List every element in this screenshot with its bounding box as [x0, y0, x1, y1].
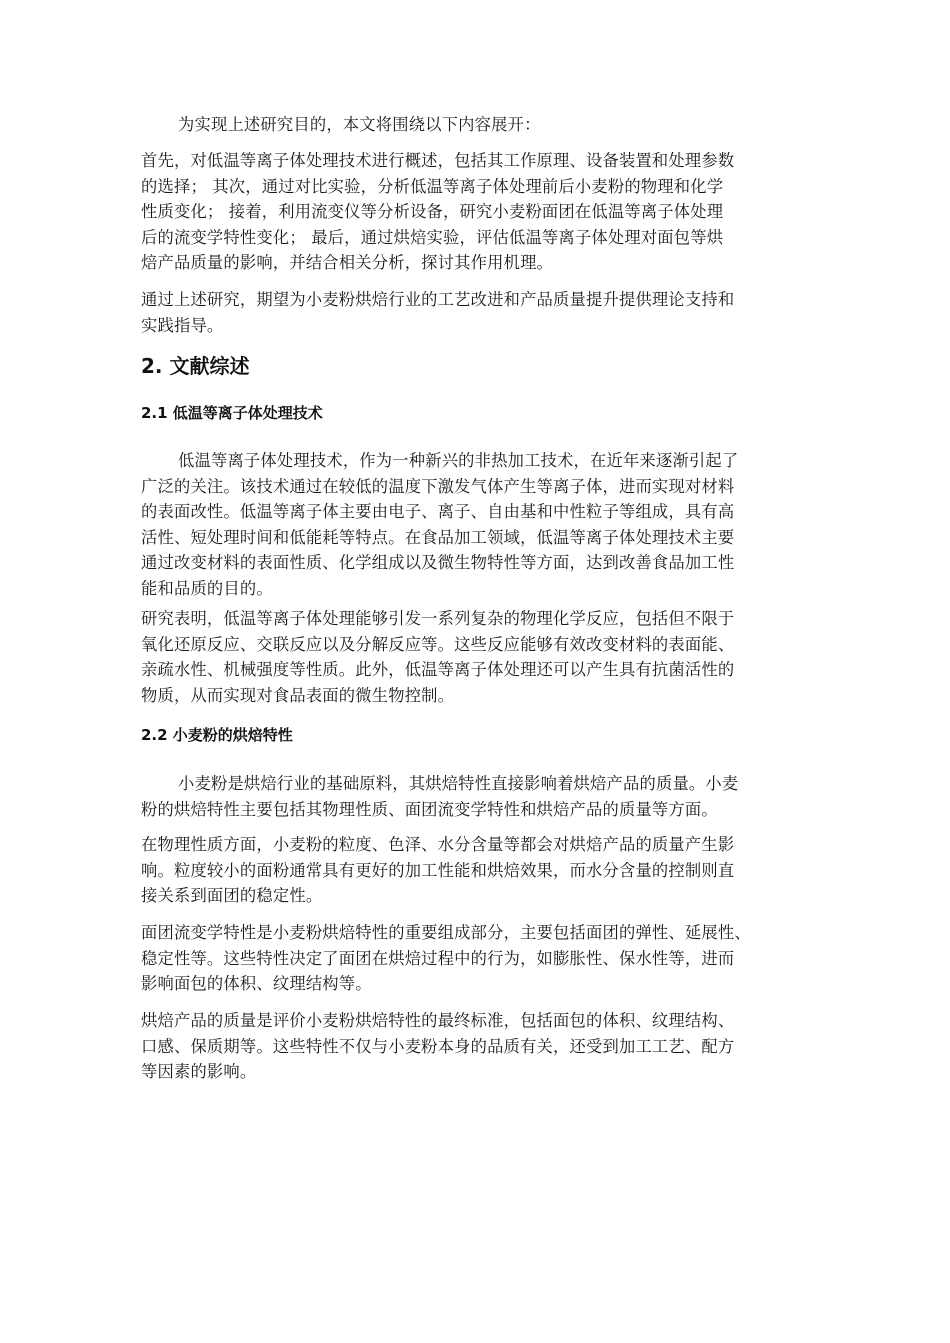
text-line: 氧化还原反应、交联反应以及分解反应等。这些反应能够有效改变材料的表面能、 [141, 634, 735, 654]
text-line: 影响面包的体积、纹理结构等。 [141, 974, 372, 993]
text-line: 性质变化； 接着，利用流变仪等分析设备，研究小麦粉面团在低温等离子体处理 [141, 202, 724, 221]
text-line: 口感、保质期等。这些特性不仅与小麦粉本身的品质有关，还受到加工工艺、配方 [141, 1036, 735, 1056]
paragraph-research-content [141, 148, 817, 276]
text-line: 稳定性等。这些特性决定了面团在烘焙过程中的行为，如膨胀性、保水性等，进而 [141, 948, 735, 968]
text-line: 粉的烘焙特性主要包括其物理性质、面团流变学特性和烘焙产品的质量等方面。 [141, 799, 718, 819]
paragraph-physical-properties [141, 832, 817, 909]
text-line: 广泛的关注。该技术通过在较低的温度下激发气体产生等离子体，进而实现对材料 [141, 476, 735, 496]
subsection-heading-baking: 2.2 小麦粉的烘焙特性 [141, 726, 293, 744]
text-line: 通过上述研究，期望为小麦粉烘焙行业的工艺改进和产品质量提升提供理论支持和 [141, 290, 735, 309]
text-line: 物质，从而实现对食品表面的微生物控制。 [141, 685, 455, 705]
text-line: 小麦粉是烘焙行业的基础原料，其烘焙特性直接影响着烘焙产品的质量。小麦 [178, 774, 739, 793]
paragraph-flour-baking [141, 771, 817, 822]
paragraph-plasma-reactions [141, 606, 817, 708]
text-line: 为实现上述研究目的，本文将围绕以下内容展开： [178, 115, 541, 134]
text-line: 响。粒度较小的面粉通常具有更好的加工性能和烘焙效果，而水分含量的控制则直 [141, 860, 735, 880]
subsection-heading-plasma: 2.1 低温等离子体处理技术 [141, 404, 323, 422]
text-line: 活性、短处理时间和低能耗等特点。在食品加工领域，低温等离子体处理技术主要 [141, 527, 735, 547]
text-line: 等因素的影响。 [141, 1062, 257, 1081]
text-line: 亲疏水性、机械强度等性质。此外，低温等离子体处理还可以产生具有抗菌活性的 [141, 660, 735, 679]
paragraph-product-quality [141, 1008, 817, 1085]
text-line: 焙产品质量的影响，并结合相关分析，探讨其作用机理。 [141, 253, 554, 272]
text-line: 通过改变材料的表面性质、化学组成以及微生物特性等方面，达到改善食品加工性 [141, 553, 735, 572]
text-line: 能和品质的目的。 [141, 578, 273, 598]
paragraph-rheology [141, 920, 817, 997]
text-line: 研究表明，低温等离子体处理能够引发一系列复杂的物理化学反应，包括但不限于 [141, 609, 735, 628]
text-line: 在物理性质方面，小麦粉的粒度、色泽、水分含量等都会对烘焙产品的质量产生影 [141, 835, 735, 854]
text-line: 后的流变学特性变化； 最后，通过烘焙实验，评估低温等离子体处理对面包等烘 [141, 227, 724, 247]
section-heading-literature-review: 2. 文献综述 [141, 354, 250, 378]
paragraph-intro [141, 112, 817, 138]
text-line: 低温等离子体处理技术，作为一种新兴的非热加工技术，在近年来逐渐引起了 [178, 451, 739, 470]
text-line: 的选择； 其次，通过对比实验，分析低温等离子体处理前后小麦粉的物理和化学 [141, 176, 724, 196]
text-line: 烘焙产品的质量是评价小麦粉烘焙特性的最终标准，包括面包的体积、纹理结构、 [141, 1011, 735, 1030]
text-line: 面团流变学特性是小麦粉烘焙特性的重要组成部分，主要包括面团的弹性、延展性、 [141, 923, 751, 942]
text-line: 的表面改性。低温等离子体主要由电子、离子、自由基和中性粒子等组成，具有高 [141, 502, 735, 521]
text-line: 首先，对低温等离子体处理技术进行概述，包括其工作原理、设备装置和处理参数 [141, 151, 735, 170]
paragraph-expectation [141, 287, 817, 338]
paragraph-plasma-technology [141, 448, 817, 601]
text-line: 接关系到面团的稳定性。 [141, 886, 323, 905]
text-line: 实践指导。 [141, 315, 224, 335]
